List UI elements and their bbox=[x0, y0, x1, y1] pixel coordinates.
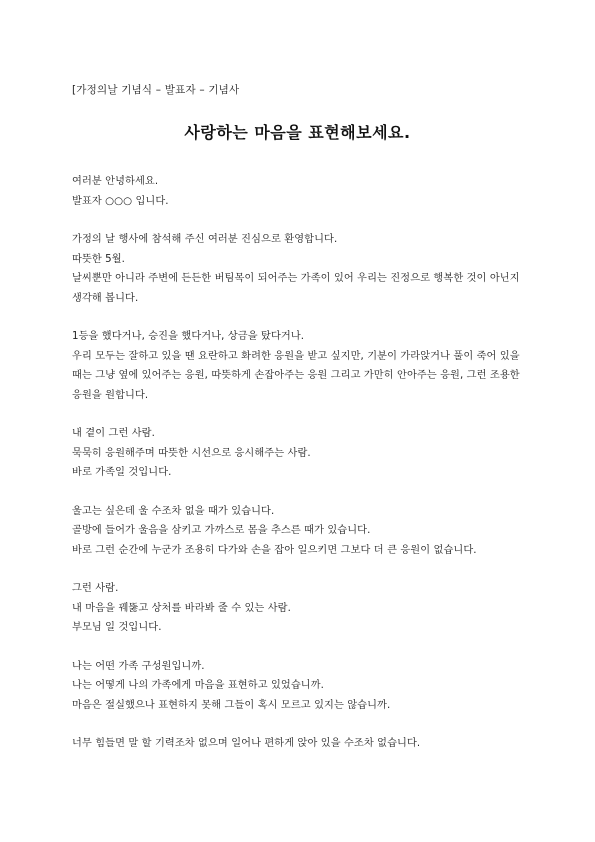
paragraph-line: 바로 그런 순간에 누군가 조용히 다가와 손을 잡아 일으키면 그보다 더 큰 응원이 없습니다. bbox=[72, 544, 477, 556]
paragraph-line: 너무 힘들면 말 할 기력조차 없으며 일어나 편하게 앉아 있을 수조차 없습니다. bbox=[72, 738, 421, 749]
document-title: 사랑하는 마음을 표현해보세요. bbox=[184, 123, 411, 142]
paragraph-line: 나는 어떻게 나의 가족에게 마음을 표현하고 있었습니까. bbox=[72, 680, 325, 691]
paragraph bbox=[72, 502, 523, 561]
paragraph-line: 묵묵히 응원해주며 따뜻한 시선으로 응시해주는 사람. bbox=[72, 447, 311, 459]
paragraph-line: 1등을 했다거나, 승진을 했다거나, 상금을 탔다거나. bbox=[72, 331, 305, 342]
paragraph-line: 골방에 들어가 울음을 삼키고 가까스로 몸을 추스른 때가 있습니다. bbox=[72, 525, 371, 536]
paragraph bbox=[72, 579, 523, 638]
paragraph-line: 부모님 일 것입니다. bbox=[72, 622, 162, 633]
paragraph bbox=[72, 657, 523, 716]
paragraph bbox=[72, 230, 523, 308]
paragraph bbox=[72, 734, 523, 754]
document-body bbox=[72, 172, 523, 754]
paragraph-line: 날씨뿐만 아니라 주변에 든든한 버팀목이 되어주는 가족이 있어 우리는 진정으로 행복한 것이 아닌지 생각해 봅니다. bbox=[72, 273, 520, 304]
paragraph-line: 여러분 안녕하세요. bbox=[72, 176, 159, 187]
paragraph-line: 마음은 절실했으나 표현하지 못해 그들이 혹시 모르고 있지는 않습니까. bbox=[72, 699, 391, 711]
paragraph-line: 내 곁이 그런 사람. bbox=[72, 428, 155, 439]
paragraph bbox=[72, 424, 523, 483]
paragraph bbox=[72, 172, 523, 211]
paragraph-line: 그런 사람. bbox=[72, 583, 119, 594]
paragraph-line: 우리 모두는 잘하고 있을 땐 요란하고 화려한 응원을 받고 싶지만, 기분이 가라앉거나 풀이 죽어 있을 때는 그냥 옆에 있어주는 응원, 따뜻하게 손잡아주는 응원 그리고 가만히 안아주는 응원, 그런 조용한 응원을 원합니다. bbox=[72, 350, 520, 401]
paragraph-line: 따뜻한 5월. bbox=[72, 253, 126, 265]
paragraph-line: 울고는 싶은데 울 수조차 없을 때가 있습니다. bbox=[72, 505, 275, 517]
paragraph-line: 발표자 ○○○ 입니다. bbox=[72, 195, 169, 207]
paragraph-line: 나는 어떤 가족 구성원입니까. bbox=[72, 660, 205, 672]
document-header: [가정의날 기념식 – 발표자 – 기념사 bbox=[72, 84, 240, 96]
paragraph-line: 바로 가족일 것입니다. bbox=[72, 467, 172, 478]
paragraph-line: 내 마음을 꿰뚫고 상처를 바라봐 줄 수 있는 사람. bbox=[72, 602, 291, 614]
paragraph-line: 가정의 날 행사에 참석해 주신 여러분 진심으로 환영합니다. bbox=[72, 234, 338, 245]
paragraph bbox=[72, 327, 523, 405]
